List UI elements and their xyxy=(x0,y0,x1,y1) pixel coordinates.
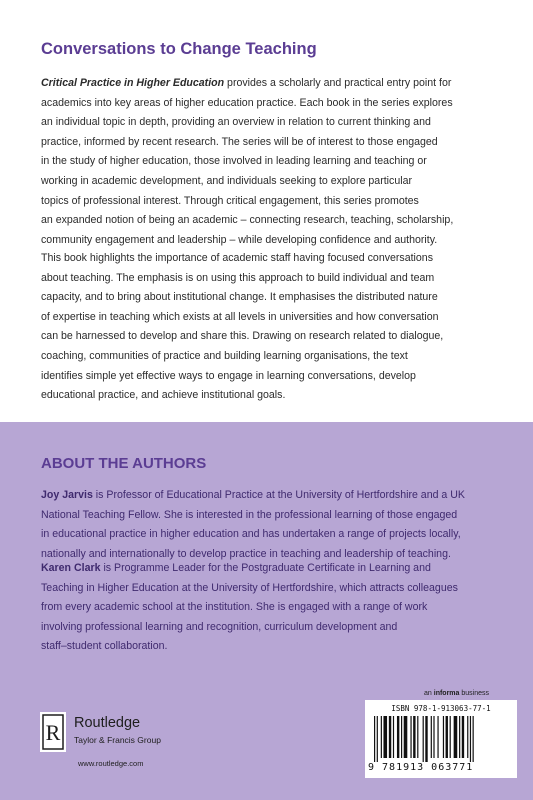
barcode-bar xyxy=(459,716,460,758)
authors-heading: ABOUT THE AUTHORS xyxy=(41,455,207,472)
barcode-bar xyxy=(401,716,402,758)
barcode-bar xyxy=(446,716,448,758)
barcode-bar xyxy=(454,716,458,758)
routledge-logo-icon xyxy=(40,712,66,752)
barcode-bar xyxy=(417,716,418,758)
barcode-digits: 9 781913 063771 xyxy=(368,762,474,773)
informa-tagline: an informa business xyxy=(424,690,490,697)
barcode-bar xyxy=(410,716,411,758)
barcode-bar xyxy=(404,716,408,758)
barcode-bar xyxy=(423,716,424,762)
author-name: Joy Jarvis xyxy=(41,489,93,501)
barcode-bar xyxy=(381,716,382,758)
barcode-bar xyxy=(374,716,375,762)
publisher-url: www.routledge.com xyxy=(78,759,144,768)
barcode-bar xyxy=(437,716,438,758)
publisher-group: Taylor & Francis Group xyxy=(74,735,161,745)
barcode-bar xyxy=(470,716,471,762)
barcode-bar xyxy=(383,716,387,758)
author-bio-jarvis: Joy Jarvis is Professor of Educational Practice at the University of Hertfordshire and a UK National Teaching Fellow. She is interested in the professional learning of those engaged in educational practice in higher education and has undertaken a range of projects locally, nationally and internationally to develop practice in teaching and leadership of teaching. xyxy=(41,489,465,560)
barcode-bar xyxy=(389,716,391,758)
barcode-bar xyxy=(443,716,444,758)
barcode-bar xyxy=(450,716,451,758)
author-name: Karen Clark xyxy=(41,562,101,574)
series-heading: Conversations to Change Teaching xyxy=(41,40,317,58)
publisher-logo xyxy=(40,712,200,752)
barcode-bar xyxy=(433,716,434,758)
barcode-bar xyxy=(431,716,432,758)
isbn-barcode xyxy=(374,716,510,762)
barcode-bar xyxy=(413,716,415,758)
barcode-bar xyxy=(467,716,468,758)
author-bio-clark: Karen Clark is Programme Leader for the Postgraduate Certificate in Learning and Teaching in Higher Education at the University of Hertfordshire, which attracts colleagues from every academic school at the institution. She is engaged with a range of work involving professional learning and recognition, curriculum development and staff–student collaboration. xyxy=(41,562,458,653)
publisher-name: Routledge xyxy=(74,715,141,731)
barcode-bar xyxy=(462,716,464,758)
barcode-bar xyxy=(377,716,378,762)
book-description: This book highlights the importance of academic staff having focused conversations about teaching. The emphasis is on using this approach to build individual and team capacity, and to bring about institutional change. It emphasises the distributed nature of expertise in teaching which exists at all levels in universities and how conversation can be harnessed to develop and share this. Drawing on research related to dialogue, coaching, communities of practice and building learning organisations, the text identifies simple yet effective ways to engage in learning conversations, develop educational practice, and achieve institutional goals. xyxy=(41,252,444,402)
barcode-bar xyxy=(397,716,399,758)
barcode-bar xyxy=(393,716,394,758)
svg-text:R: R xyxy=(45,720,61,745)
isbn-label: ISBN 978-1-913063-77-1 xyxy=(391,704,491,713)
barcode-bar xyxy=(425,716,427,762)
series-description: Critical Practice in Higher Education provides a scholarly and practical entry point for academics into key areas of higher education practice. Each book in the series explores an individual topic in depth, providing an overview in relation to current thinking and practice, informed by recent research. The series will be of interest to those engaged in the study of higher education, those involved in leading learning and teaching or working in academic development, and individuals seeking to explore particular topics of professional interest. Through critical engagement, this series promotes an expanded notion of being an academic – connecting research, teaching, scholarship, community engagement and leadership – while developing confidence and authority. xyxy=(41,77,454,246)
series-title-emphasis: Critical Practice in Higher Education xyxy=(41,77,225,89)
barcode-bar xyxy=(473,716,474,762)
